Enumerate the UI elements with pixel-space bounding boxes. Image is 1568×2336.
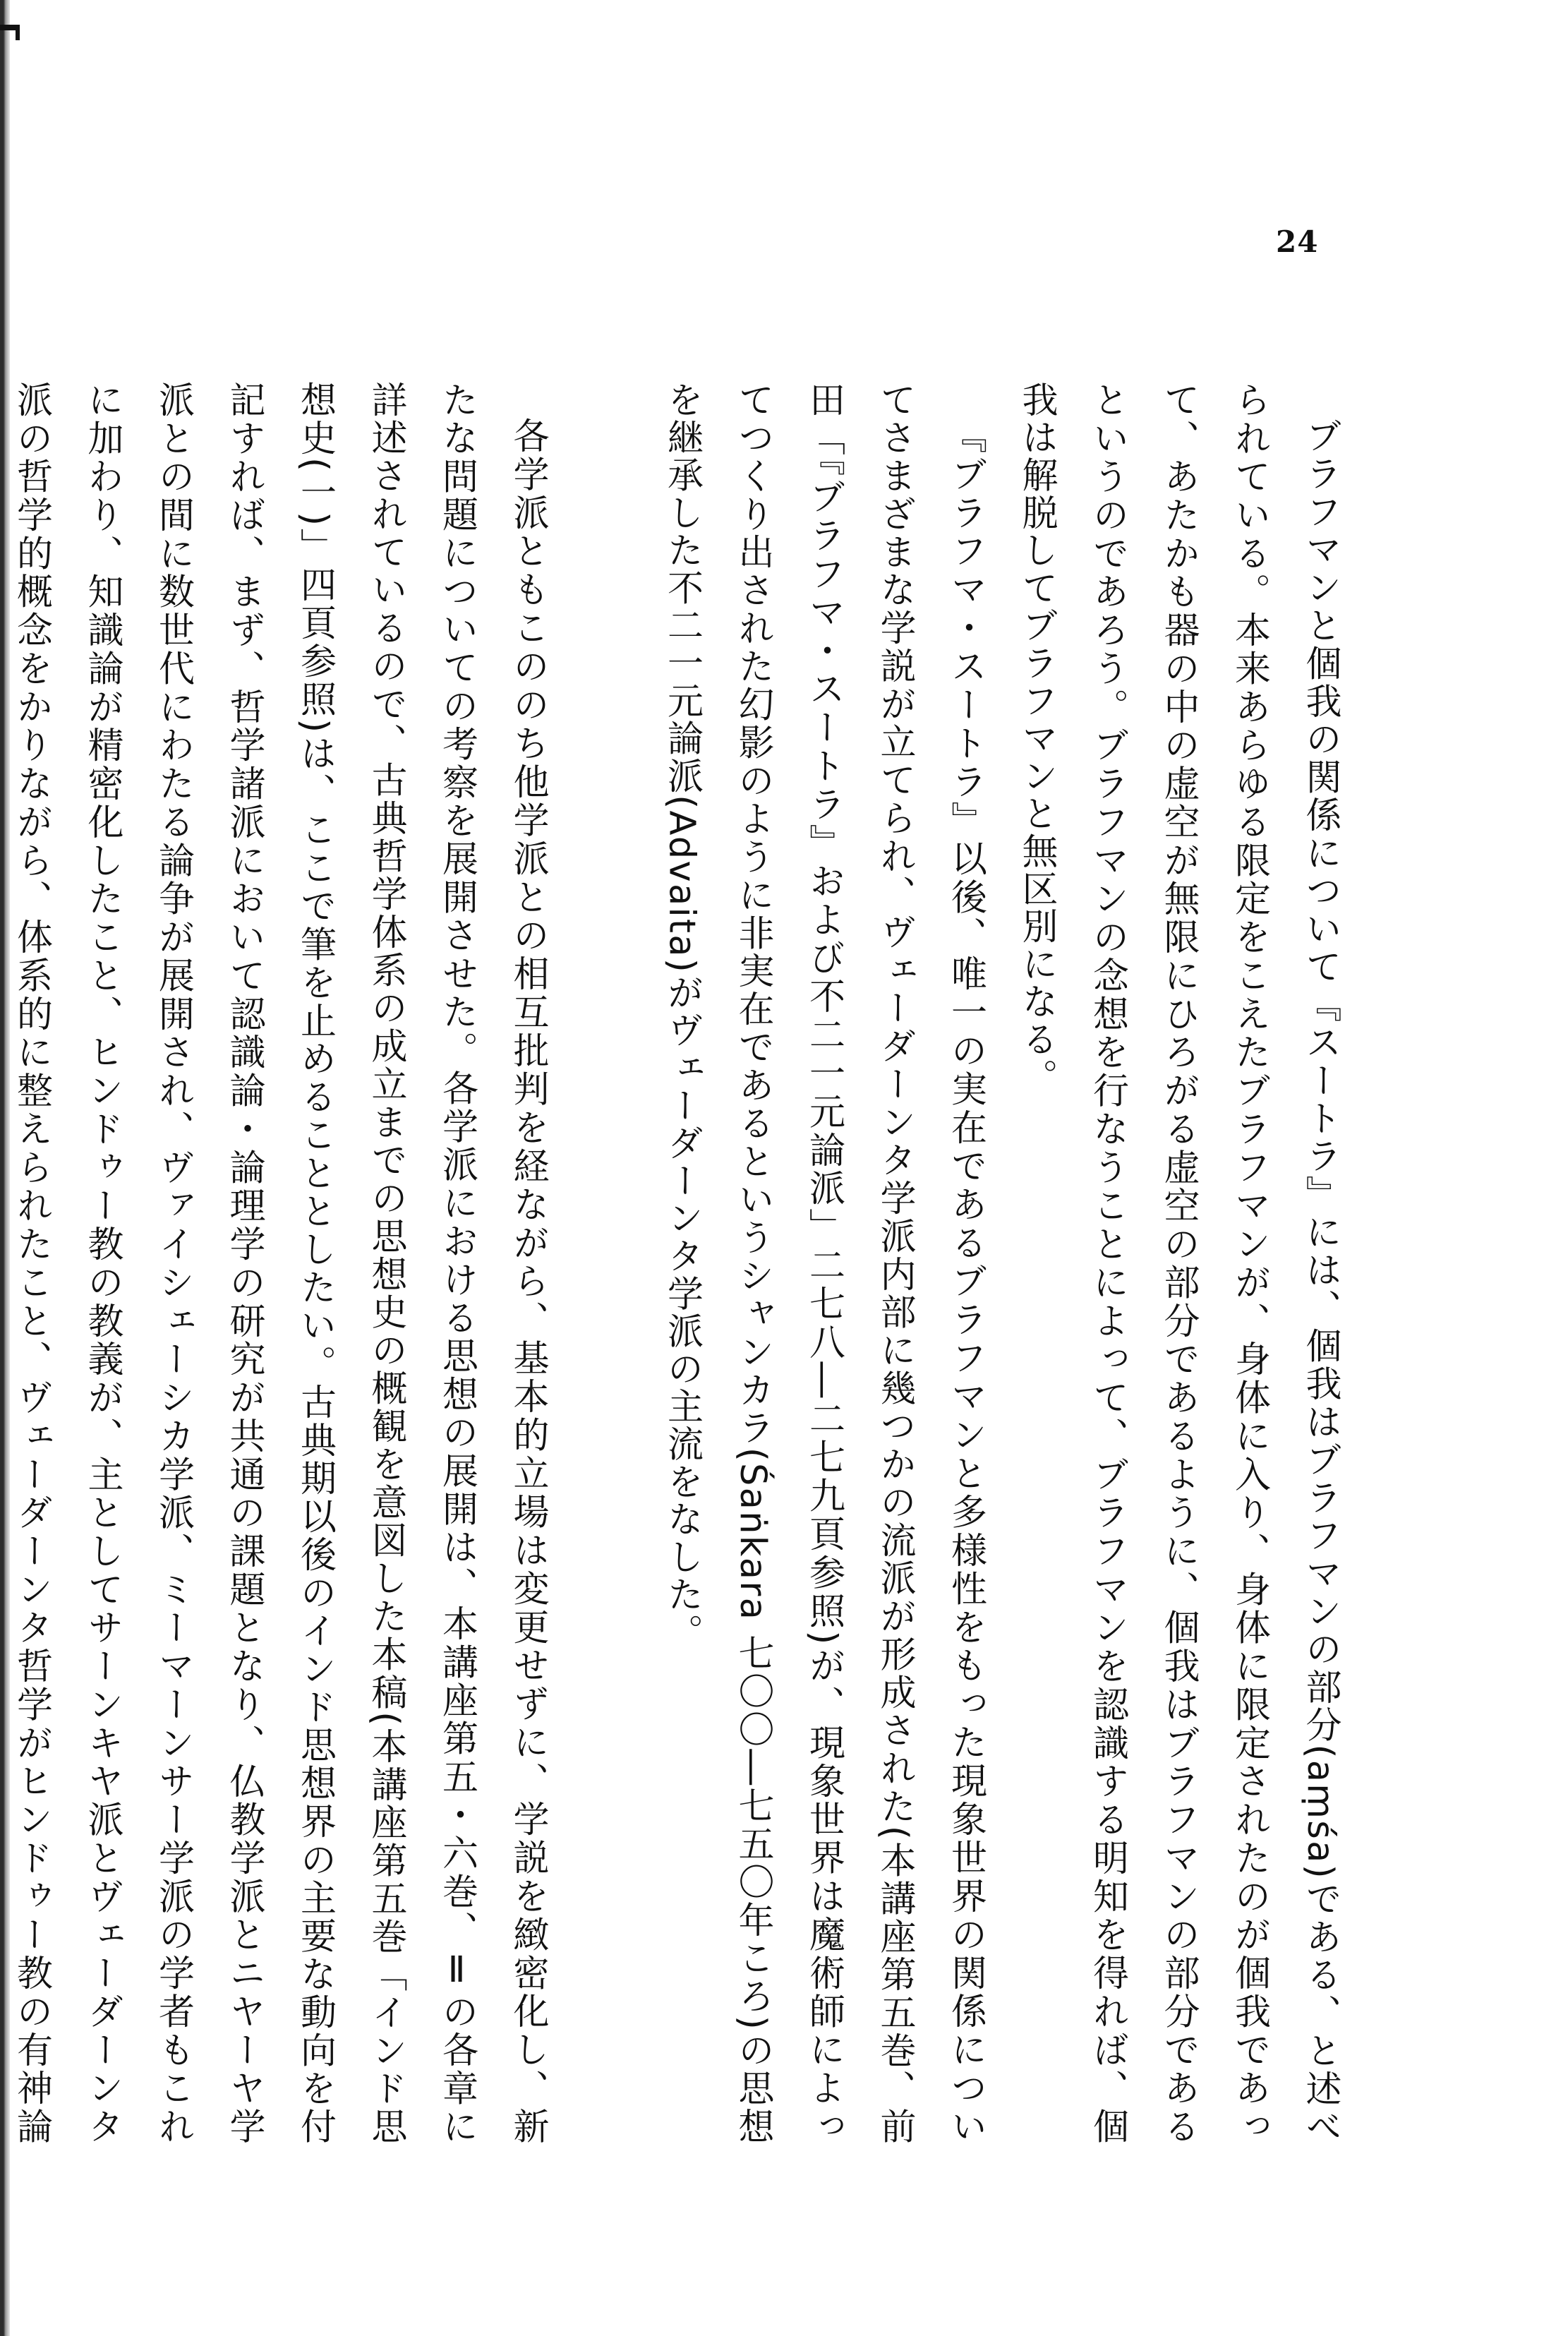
page-number: 24 [1276,224,1319,259]
paragraph-brahman-and-self: ブラフマンと個我の関係について『スートラ』には、個我はブラフマンの部分(aṃśa)である、と述べられている。本来あらゆる限定をこえたブラフマンが、身体に入り、身体に限定されたのが個我であって、あたかも器の中の虚空が無限にひろがる虚空の部分であるように、個我はブラフマンの部分であるというのであろう。ブラフマンの念想を行なうことによって、ブラフマンを認識する明知を得れば、個我は解脱してブラフマンと無区別になる。 [1015,381,1341,2145]
paragraph-later-developments: 各学派ともこののち他学派との相互批判を経ながら、基本的立場は変更せずに、学説を緻密化し、新たな問題についての考察を展開させた。各学派における思想の展開は、本講座第五・六巻、Ⅱの各章に詳述されているので、古典哲学体系の成立までの思想史の概観を意図した本稿(本講座第五巻「インド思想史(一)」四頁参照)は、ここで筆を止めることとしたい。古典期以後のインド思想界の主要な動向を付記すれば、まず、哲学諸派において認識論・論理学の研究が共通の課題となり、仏教学派とニヤーヤ学派との間に数世代にわたる論争が展開され、ヴァイシェーシカ学派、ミーマーンサー学派の学者もこれに加わり、知識論が精密化したこと、ヒンドゥー教の教義が、主としてサーンキヤ派とヴェーダーンタ派の哲学的概念をかりながら、体系的に整えられたこと、ヴェーダーンタ哲学がヒンドゥー教の有神論 [10,381,548,2145]
paragraph-vedanta-schools: 『ブラフマ・スートラ』以後、唯一の実在であるブラフマンと多様性をもった現象世界の関係についてさまざまな学説が立てられ、ヴェーダーンタ学派内部に幾つかの流派が形成された(本講座第五巻、前田「『ブラフマ・スートラ』および不二一元論派」二七八―二七九頁参照)が、現象世界は魔術師によってつくり出された幻影のように非実在であるというシャンカラ(Śaṅkara 七〇〇―七五〇年ころ)の思想を継承した不二一元論派(Advaita)がヴェーダーンタ学派の主流をなした。 [661,381,987,2145]
paragraph-gap [562,381,646,2145]
binding-mark [0,25,20,40]
body-text [10,381,1355,2145]
